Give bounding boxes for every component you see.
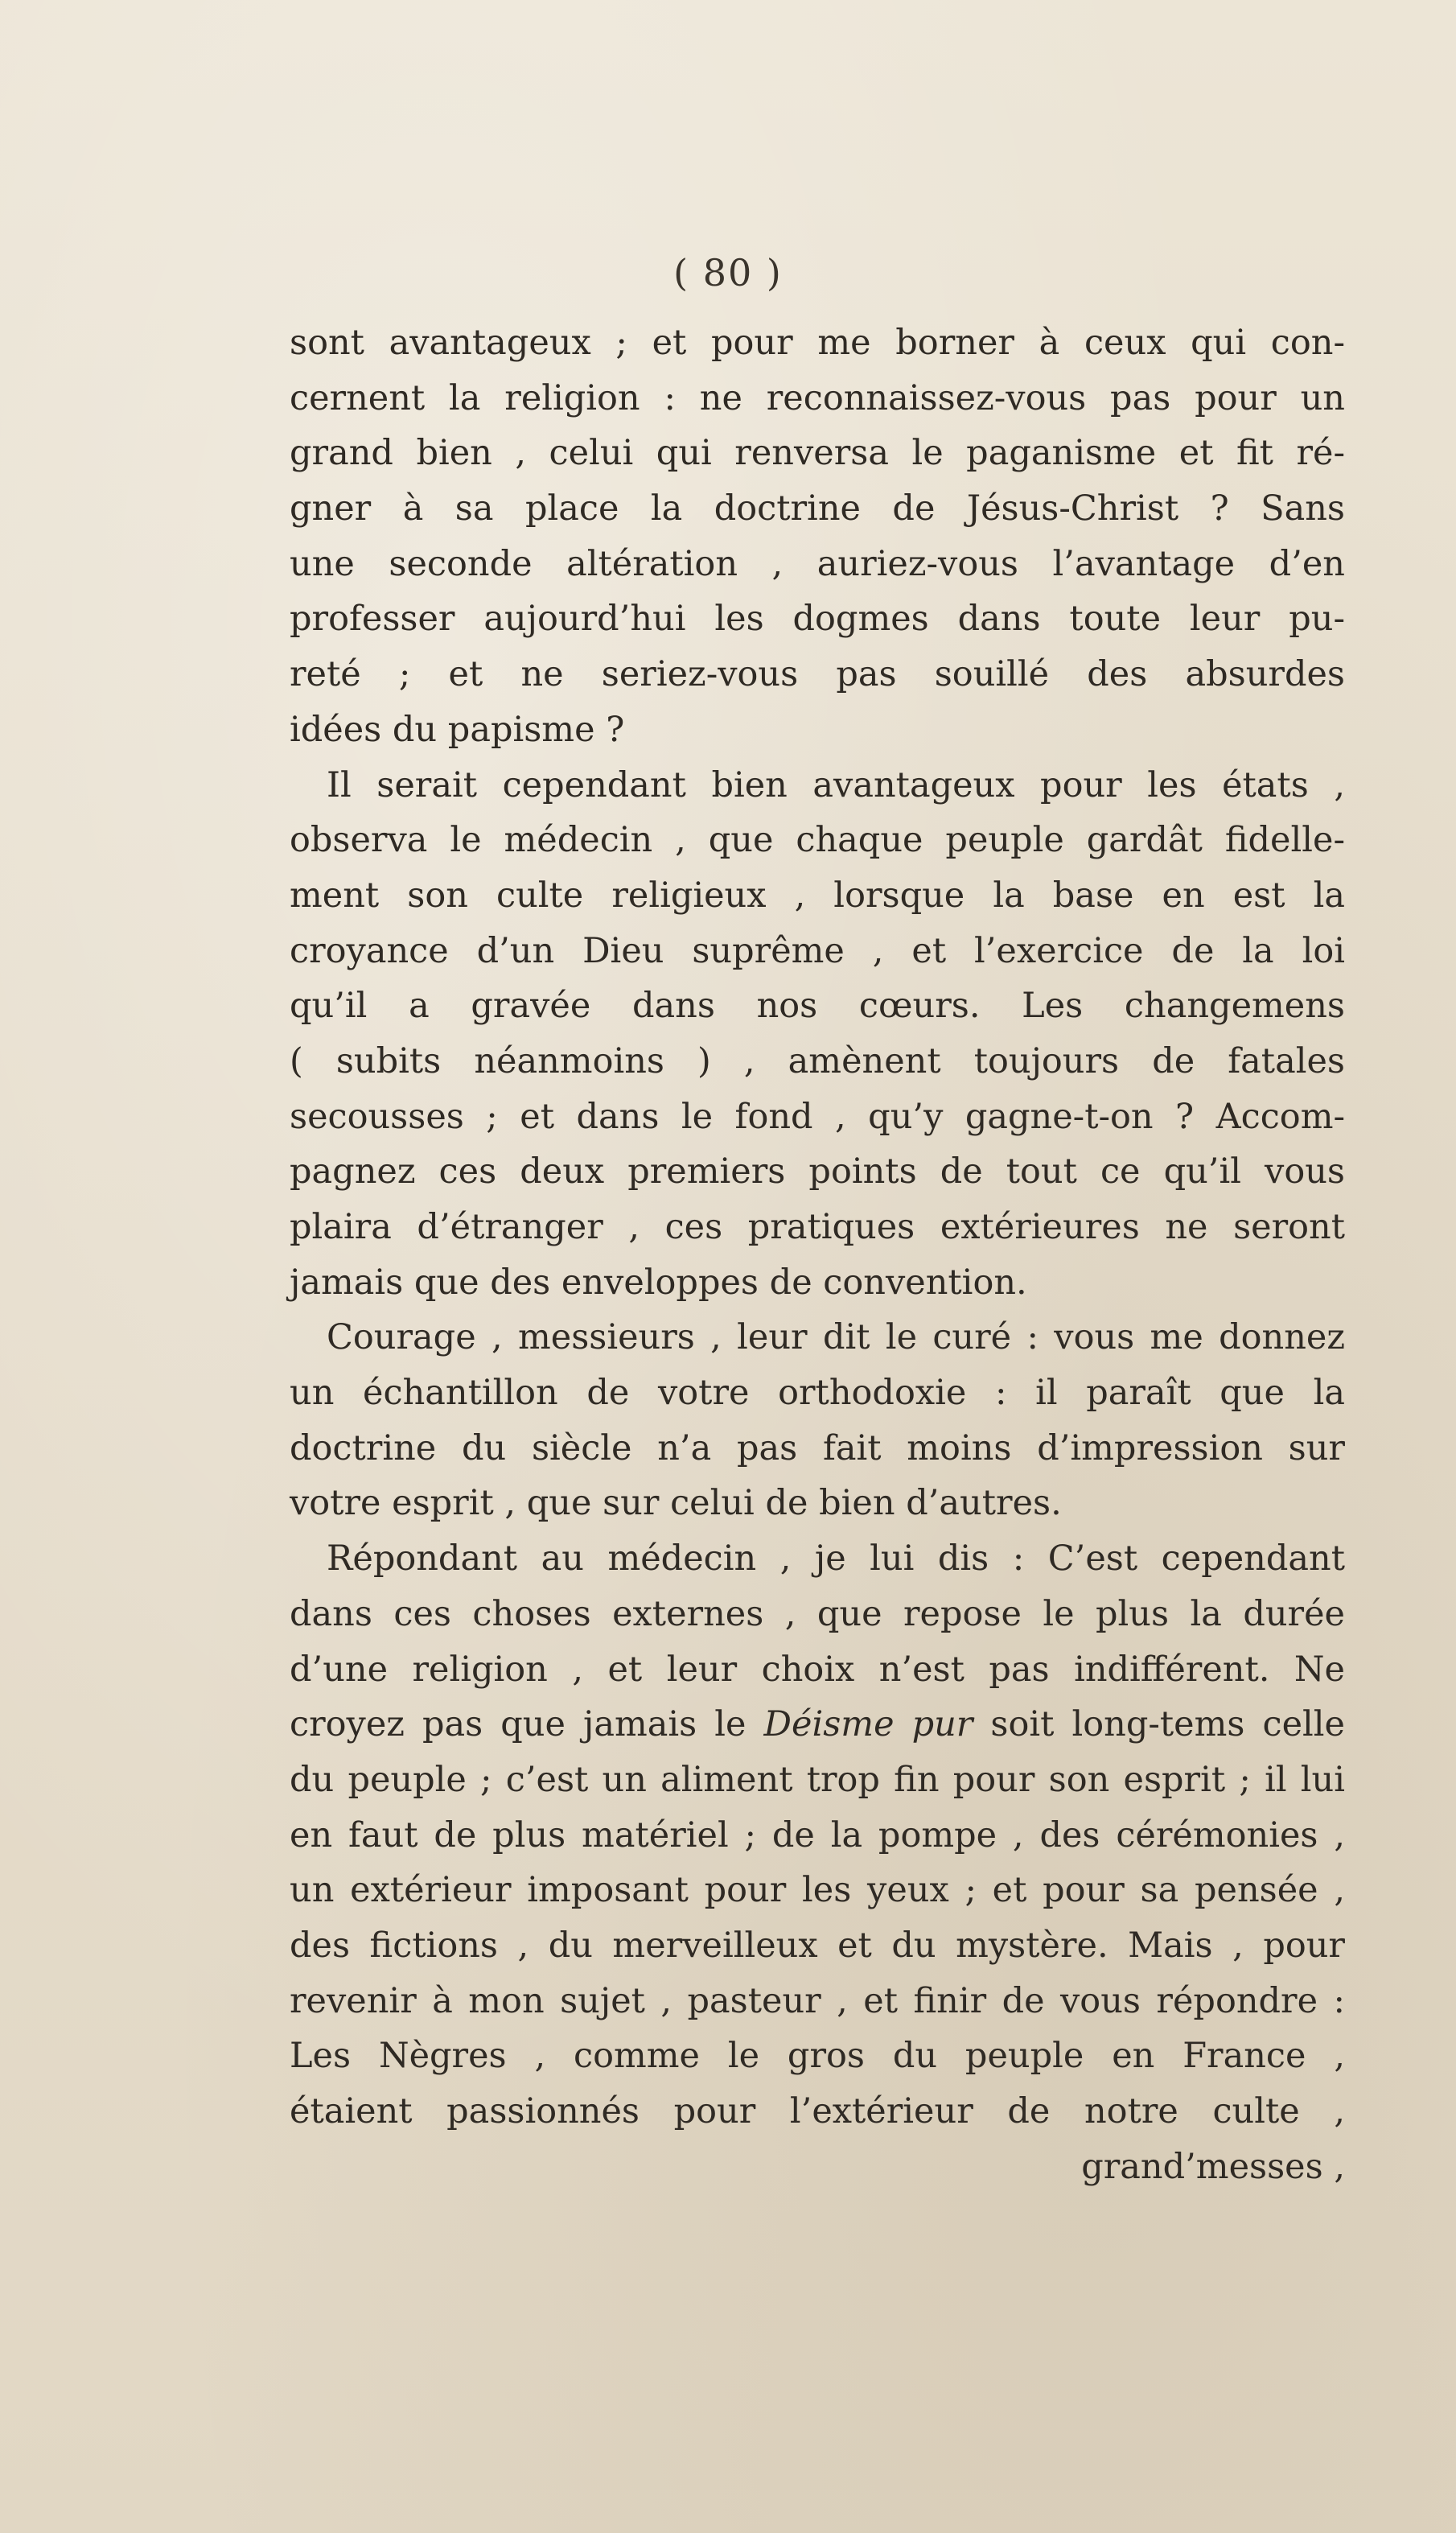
- text-line: Il serait cependant bien avantageux pour les états ,: [327, 764, 1345, 805]
- paragraph-first-line: [290, 758, 1345, 813]
- text-line: jamais que des enveloppes de convention.: [290, 1262, 1027, 1303]
- text-line: des fictions , du merveilleux et du mystère. Mais , pour: [290, 1925, 1345, 1966]
- text-line: un extérieur imposant pour les yeux ; et pour sa pensée ,: [290, 1870, 1345, 1911]
- text-line: revenir à mon sujet , pasteur , et finir de vous répondre :: [290, 1980, 1345, 2021]
- text-segment: soit long-tems celle: [973, 1704, 1345, 1745]
- text-line: Courage , messieurs , leur dit le curé : vous me donnez: [327, 1317, 1345, 1358]
- paragraph-first-line: [290, 1531, 1345, 1587]
- catchword: grand’messes ,: [1081, 2146, 1345, 2187]
- text-line: professer aujourd’hui les dogmes dans toute leur pu-: [290, 599, 1345, 640]
- text-segment: croyez pas que jamais le: [290, 1704, 764, 1745]
- body-text: [290, 315, 1345, 2194]
- text-line: sont avantageux ; et pour me borner à ceux qui con-: [290, 323, 1345, 363]
- text-line: d’une religion , et leur choix n’est pas indifférent. Ne: [290, 1649, 1345, 1690]
- text-line-with-italic: [290, 1697, 1345, 1753]
- text-line: grand bien , celui qui renversa le paganisme et fit ré-: [290, 433, 1345, 474]
- text-line: ( subits néanmoins ) , amènent toujours de fatales: [290, 1040, 1345, 1081]
- text-line: Les Nègres , comme le gros du peuple en France ,: [290, 2036, 1345, 2077]
- text-line: reté ; et ne seriez-vous pas souillé des absurdes: [290, 654, 1345, 695]
- paragraph-first-line: [290, 1310, 1345, 1365]
- text-line: en faut de plus matériel ; de la pompe , des cérémonies ,: [290, 1814, 1345, 1855]
- text-line: cernent la religion : ne reconnaissez-vous pas pour un: [290, 377, 1345, 418]
- text-line: croyance d’un Dieu suprême , et l’exercice de la loi: [290, 930, 1345, 971]
- text-line: gner à sa place la doctrine de Jésus-Christ ? Sans: [290, 488, 1345, 529]
- italic-term: Déisme pur: [763, 1704, 973, 1745]
- text-line: une seconde altération , auriez-vous l’avantage d’en: [290, 543, 1345, 584]
- text-line: secousses ; et dans le fond , qu’y gagne-t-on ? Accom-: [290, 1096, 1345, 1137]
- text-line: du peuple ; c’est un aliment trop fin pour son esprit ; il lui: [290, 1759, 1345, 1800]
- text-line: Répondant au médecin , je lui dis : C’est cependant: [327, 1538, 1345, 1580]
- text-line: pagnez ces deux premiers points de tout ce qu’il vous: [290, 1151, 1345, 1192]
- text-line: doctrine du siècle n’a pas fait moins d’impression sur: [290, 1427, 1345, 1468]
- page-number: ( 80 ): [673, 251, 783, 294]
- text-line: dans ces choses externes , que repose le plus la durée: [290, 1593, 1345, 1634]
- text-line: qu’il a gravée dans nos cœurs. Les changemens: [290, 986, 1345, 1027]
- text-line: observa le médecin , que chaque peuple gardât fidelle-: [290, 820, 1345, 861]
- text-line: ment son culte religieux , lorsque la base en est la: [290, 875, 1345, 916]
- text-line: idées du papisme ?: [290, 709, 625, 750]
- text-line: plaira d’étranger , ces pratiques extérieures ne seront: [290, 1207, 1345, 1247]
- text-line: votre esprit , que sur celui de bien d’autres.: [290, 1483, 1062, 1524]
- text-line: étaient passionnés pour l’extérieur de notre culte ,: [290, 2091, 1345, 2131]
- text-line: un échantillon de votre orthodoxie : il paraît que la: [290, 1373, 1345, 1414]
